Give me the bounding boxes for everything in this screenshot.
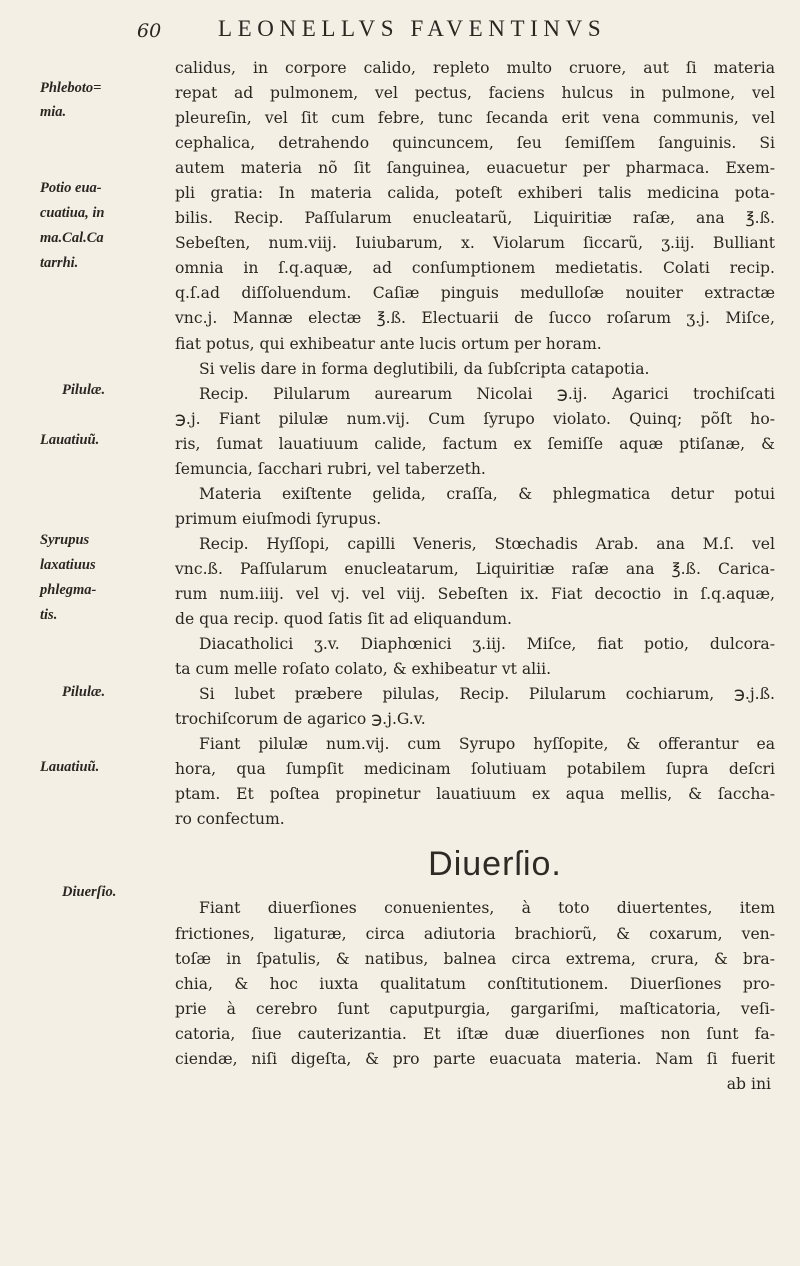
text-line: vnc.j. Mannæ electæ ℥.ß. Electuarii de ſucco roſarum ʒ.j. Miſce,: [175, 309, 775, 328]
text-line: fiat potus, qui exhibeatur ante lucis ortum per horam.: [175, 334, 602, 353]
margin-note: Pilulæ.: [62, 382, 106, 398]
text-line: Si velis dare in forma deglutibili, da ſubſcripta catapotia.: [199, 359, 650, 378]
text-line: omnia in ſ.q.aquæ, ad conſumptionem medietatis. Colati recip.: [175, 259, 775, 278]
running-title: LEONELLVS FAVENTINVS: [218, 16, 607, 41]
margin-note: Lauatiuũ.: [40, 432, 100, 448]
text-line: Si lubet præbere pilulas, Recip. Pilularum cochiarum, ℈.j.ß.: [199, 685, 775, 704]
text-line: Fiant diuerſiones conuenientes, à toto diuertentes, item: [199, 899, 775, 918]
text-line: toſæ in ſpatulis, & natibus, balnea circa extrema, crura, & bra-: [175, 949, 775, 968]
text-line: catoria, ſiue cauterizantia. Et iſtæ duæ diuerſiones non ſunt fa-: [175, 1024, 775, 1043]
text-line: ℈.j. Fiant pilulæ num.vij. Cum ſyrupo violato. Quinq; põſt ho-: [175, 409, 775, 428]
text-line: bilis. Recip. Paſſularum enucleatarũ, Liquiritiæ raſæ, ana ℥.ß.: [175, 209, 775, 228]
text-line: Sebeſten, num.viij. Iuiubarum, x. Violarum ſiccarũ, ʒ.iij. Bulliant: [175, 234, 775, 253]
margin-note: laxatiuus: [40, 557, 96, 573]
margin-note: tarrhi.: [40, 255, 79, 271]
text-line: prie à cerebro ſunt caputpurgia, gargariſmi, maſticatoria, veſi-: [175, 999, 775, 1018]
text-line: ſemuncia, ſacchari rubri, vel taberzeth.: [175, 459, 486, 478]
text-line: Materia exiſtente gelida, craſſa, & phlegmatica detur potui: [199, 484, 775, 503]
marginalia-column: [0, 0, 175, 1266]
main-text: [175, 56, 775, 1097]
text-line: vnc.ß. Paſſularum enucleatarum, Liquiritiæ raſæ ana ℥.ß. Carica-: [175, 559, 775, 578]
text-line: q.ſ.ad diſſoluendum. Caſiæ pinguis medulloſæ nouiter extractæ: [175, 284, 775, 303]
margin-note: Syrupus: [40, 532, 90, 548]
margin-note: Potio eua-: [40, 180, 102, 196]
margin-note: Pilulæ.: [62, 684, 106, 700]
margin-note: phlegma-: [40, 582, 97, 598]
text-line: ro confectum.: [175, 810, 285, 829]
text-line: repat ad pulmonem, vel pectus, faciens hulcus in pulmone, vel: [175, 84, 775, 103]
margin-note: Lauatiuũ.: [40, 759, 100, 775]
text-line: Diacatholici ʒ.v. Diaphœnici ʒ.iij. Miſce, fiat potio, dulcora-: [199, 635, 775, 654]
margin-note: mia.: [40, 104, 67, 120]
text-line: rum num.iiij. vel vj. vel viij. Sebeſten ix. Fiat decoctio in ſ.q.aquæ,: [175, 584, 775, 603]
text-line: Recip. Hyſſopi, capilli Veneris, Stœchadis Arab. ana M.ſ. vel: [199, 534, 775, 553]
text-line: trochiſcorum de agarico ℈.j.G.v.: [175, 710, 426, 729]
text-line: ris, ſumat lauatiuum calide, factum ex ſemiſſe aquæ ptiſanæ, &: [175, 434, 775, 453]
margin-note: cuatiua, in: [40, 205, 105, 221]
text-line: pli gratia: In materia calida, poteſt exhiberi talis medicina pota-: [175, 184, 775, 203]
margin-note: ma.Cal.Ca: [40, 230, 104, 246]
text-line: ta cum melle roſato colato, & exhibeatur vt alii.: [175, 660, 552, 679]
margin-note: tis.: [40, 607, 58, 623]
margin-note: Phleboto=: [40, 80, 102, 96]
text-line: Recip. Pilularum aurearum Nicolai ℈.ij. Agarici trochiſcati: [199, 384, 775, 403]
text-line: autem materia nõ ſit ſanguinea, euacuetur per pharmaca. Exem-: [175, 159, 775, 178]
text-line: hora, qua ſumpſit medicinam ſolutiuam potabilem ſupra deſcri: [175, 760, 775, 779]
text-line: de qua recip. quod ſatis ſit ad eliquandum.: [175, 610, 512, 629]
text-line: chia, & hoc iuxta qualitatum conſtitutionem. Diuerſiones pro-: [175, 974, 775, 993]
margin-note: Diuerſio.: [62, 884, 117, 900]
catchword: ab ini: [726, 1074, 771, 1093]
text-line: ptam. Et poſtea propinetur lauatiuum ex aqua mellis, & ſaccha-: [175, 785, 775, 804]
text-line: frictiones, ligaturæ, circa adiutoria brachiorũ, & coxarum, ven-: [175, 924, 775, 943]
text-line: cephalica, detrahendo quincuncem, ſeu ſemiſſem ſanguinis. Si: [175, 134, 775, 153]
text-line: ciendæ, niſi digeſta, & pro parte euacuata materia. Nam ſi fuerit: [175, 1049, 775, 1068]
text-line: Fiant pilulæ num.vij. cum Syrupo hyſſopite, & offerantur ea: [199, 735, 775, 754]
page-number: 60: [137, 20, 162, 42]
text-line: calidus, in corpore calido, repleto multo cruore, aut ſi materia: [175, 59, 775, 77]
text-line: pleureſin, vel ſit cum febre, tunc ſecanda erit vena communis, vel: [175, 109, 775, 128]
section-heading: Diuerſio.: [428, 845, 562, 884]
text-line: primum eiuſmodi ſyrupus.: [175, 509, 382, 528]
